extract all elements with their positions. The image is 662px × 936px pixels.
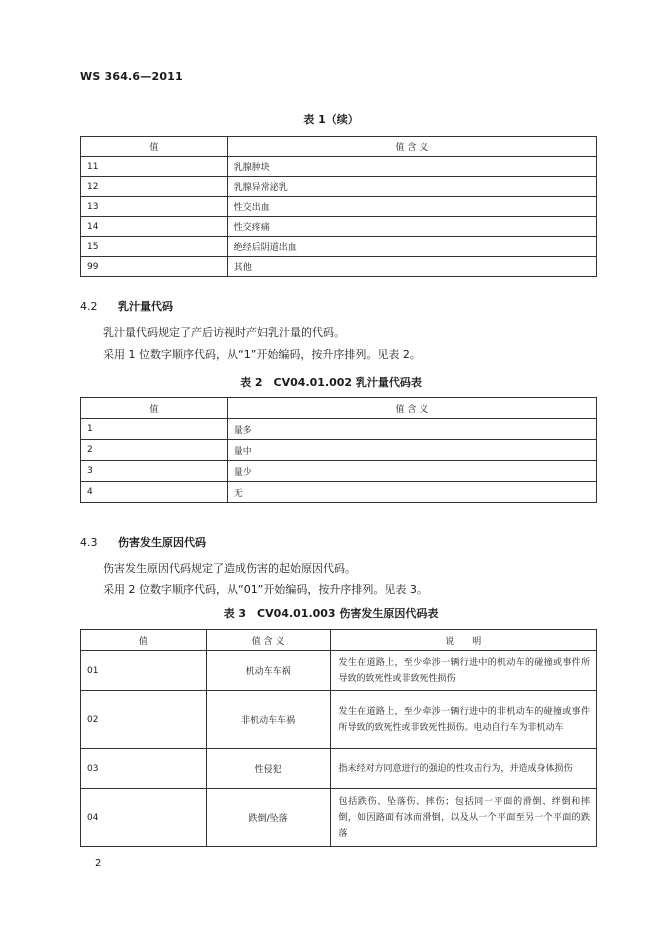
table3 bbox=[80, 629, 597, 847]
table1-header-meaning: 值 含 义 bbox=[227, 137, 596, 157]
cell-description: 包括跌伤、坠落伤、摔伤；包括同一平面的滑倒、绊倒和摔倒，如因路面有冰而滑倒，以及从一个平面至另一个平面的跌落 bbox=[330, 789, 596, 847]
table-row bbox=[81, 651, 597, 691]
table3-caption: 表 3 CV04.01.003 伤害发生原因代码表 bbox=[223, 607, 439, 620]
cell-meaning: 乳腺异常泌乳 bbox=[227, 177, 596, 197]
table-row bbox=[81, 197, 597, 217]
section-4-2-paragraph-2: 采用 1 位数字顺序代码，从“1”开始编码，按升序排列。见表 2。 bbox=[103, 348, 421, 361]
table3-header-description: 说 明 bbox=[330, 630, 596, 651]
cell-value: 04 bbox=[81, 789, 207, 847]
table1 bbox=[80, 136, 597, 277]
table-row bbox=[81, 482, 597, 503]
table3-header-meaning: 值 含 义 bbox=[206, 630, 330, 651]
page-number: 2 bbox=[95, 858, 102, 869]
table-row bbox=[81, 419, 597, 440]
table2 bbox=[80, 397, 597, 503]
table-row bbox=[81, 691, 597, 749]
cell-meaning: 机动车车祸 bbox=[206, 651, 330, 691]
cell-value: 15 bbox=[81, 237, 228, 257]
section-4-3-title: 伤害发生原因代码 bbox=[118, 536, 206, 549]
cell-meaning: 无 bbox=[227, 482, 596, 503]
cell-value: 99 bbox=[81, 257, 228, 277]
table-row bbox=[81, 461, 597, 482]
table2-caption: 表 2 CV04.01.002 乳汁量代码表 bbox=[240, 376, 422, 389]
table3-header-row bbox=[81, 630, 597, 651]
section-4-3-paragraph-1: 伤害发生原因代码规定了造成伤害的起始原因代码。 bbox=[103, 562, 356, 575]
standard-number: WS 364.6—2011 bbox=[80, 70, 183, 83]
cell-value: 14 bbox=[81, 217, 228, 237]
cell-meaning: 量多 bbox=[227, 419, 596, 440]
cell-value: 13 bbox=[81, 197, 228, 217]
table3-header-value: 值 bbox=[81, 630, 207, 651]
cell-value: 03 bbox=[81, 749, 207, 789]
table-row bbox=[81, 217, 597, 237]
cell-value: 4 bbox=[81, 482, 228, 503]
cell-meaning: 量中 bbox=[227, 440, 596, 461]
section-4-2-title: 乳汁量代码 bbox=[118, 300, 173, 313]
cell-value: 3 bbox=[81, 461, 228, 482]
cell-value: 01 bbox=[81, 651, 207, 691]
cell-value: 2 bbox=[81, 440, 228, 461]
cell-meaning: 跌倒/坠落 bbox=[206, 789, 330, 847]
cell-value: 02 bbox=[81, 691, 207, 749]
table-row bbox=[81, 157, 597, 177]
section-4-3-number: 4.3 bbox=[80, 536, 98, 549]
section-4-2-heading bbox=[80, 298, 173, 314]
cell-meaning: 其他 bbox=[227, 257, 596, 277]
cell-value: 12 bbox=[81, 177, 228, 197]
cell-meaning: 绝经后阴道出血 bbox=[227, 237, 596, 257]
table-row bbox=[81, 749, 597, 789]
cell-meaning: 量少 bbox=[227, 461, 596, 482]
cell-meaning: 性交疼痛 bbox=[227, 217, 596, 237]
table-row bbox=[81, 237, 597, 257]
table1-caption: 表 1（续） bbox=[303, 113, 359, 126]
table2-header-meaning: 值 含 义 bbox=[227, 398, 596, 419]
cell-meaning: 性交出血 bbox=[227, 197, 596, 217]
table-row bbox=[81, 177, 597, 197]
table-row bbox=[81, 789, 597, 847]
table2-header-value: 值 bbox=[81, 398, 228, 419]
table1-header-value: 值 bbox=[81, 137, 228, 157]
table1-header-row bbox=[81, 137, 597, 157]
cell-description: 发生在道路上，至少牵涉一辆行进中的机动车的碰撞或事件所导致的致死性或非致死性损伤 bbox=[330, 651, 596, 691]
cell-meaning: 乳腺肿块 bbox=[227, 157, 596, 177]
table-row bbox=[81, 257, 597, 277]
section-4-2-number: 4.2 bbox=[80, 300, 98, 313]
cell-meaning: 非机动车车祸 bbox=[206, 691, 330, 749]
table-row bbox=[81, 440, 597, 461]
cell-value: 1 bbox=[81, 419, 228, 440]
cell-description: 指未经对方同意进行的强迫的性攻击行为，并造成身体损伤 bbox=[330, 749, 596, 789]
section-4-3-heading bbox=[80, 534, 206, 550]
section-4-2-paragraph-1: 乳汁量代码规定了产后访视时产妇乳汁量的代码。 bbox=[103, 326, 345, 339]
cell-value: 11 bbox=[81, 157, 228, 177]
cell-meaning: 性侵犯 bbox=[206, 749, 330, 789]
section-4-3-paragraph-2: 采用 2 位数字顺序代码，从“01”开始编码，按升序排列。见表 3。 bbox=[103, 583, 428, 596]
cell-description: 发生在道路上，至少牵涉一辆行进中的非机动车的碰撞或事件所导致的致死性或非致死性损伤。电动自行车为非机动车 bbox=[330, 691, 596, 749]
table2-header-row bbox=[81, 398, 597, 419]
